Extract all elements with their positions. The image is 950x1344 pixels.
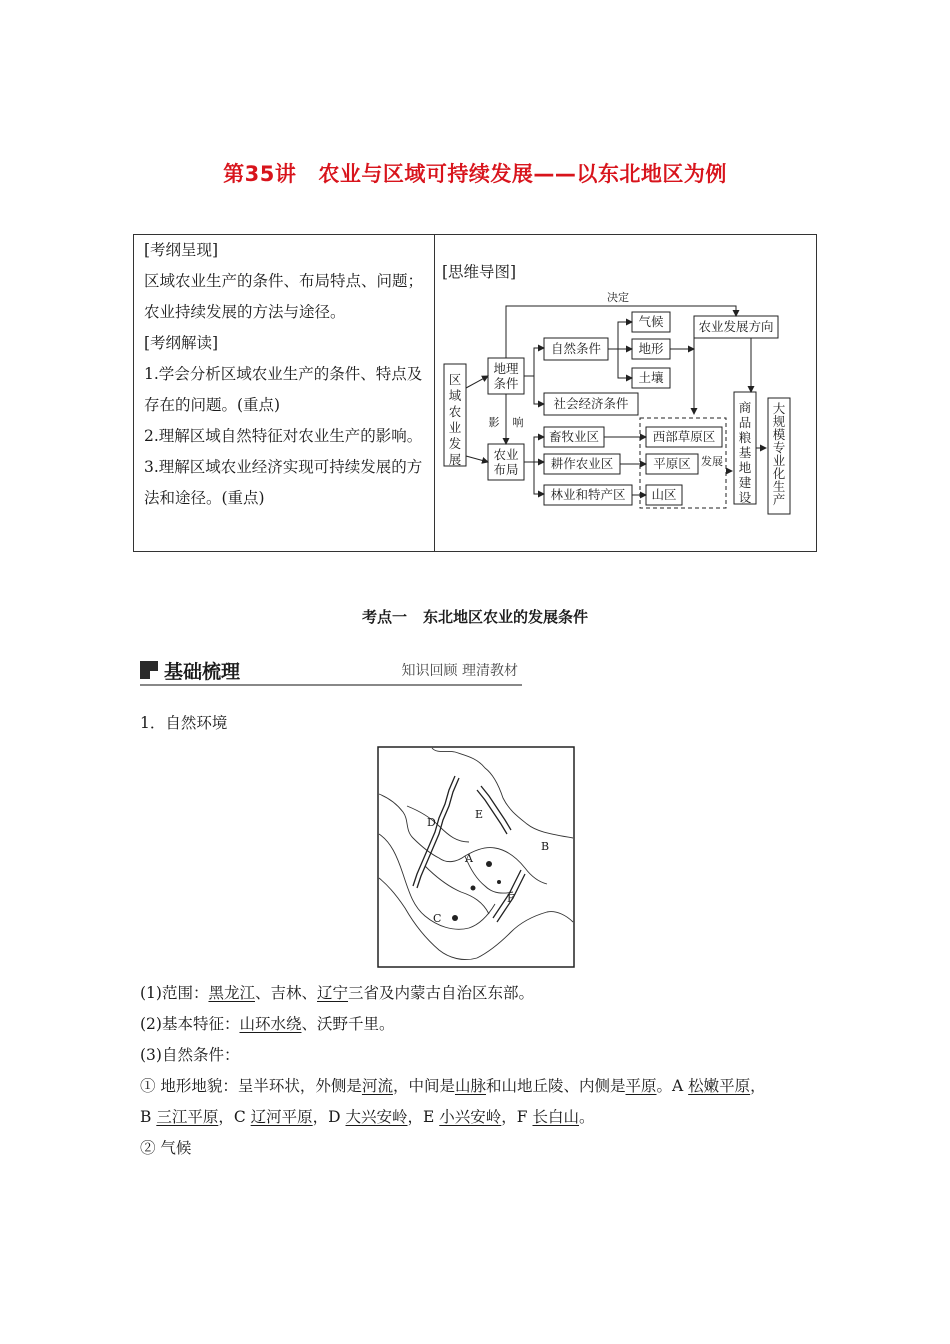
svg-text:粮: 粮 — [738, 430, 752, 445]
svg-text:规: 规 — [772, 414, 786, 429]
svg-text:发: 发 — [448, 436, 462, 451]
svg-text:业: 业 — [772, 453, 786, 468]
svg-text:建: 建 — [738, 475, 752, 490]
natural-conditions-line: (3)自然条件： — [140, 1046, 240, 1064]
svg-text:设: 设 — [738, 490, 752, 505]
map-label-d: D — [427, 816, 436, 829]
svg-text:模: 模 — [772, 427, 786, 442]
terrain-line: ① 地形地貌：呈半环状，外侧是河流，中间是山脉和山地丘陵、内侧是平原。A 松嫩平原， — [140, 1077, 766, 1095]
map-label-e: E — [475, 808, 484, 821]
section-text: 东北地区农业的发展条件 — [423, 608, 589, 626]
livestock-text: 畜牧业区 — [548, 429, 600, 444]
banner-rule — [140, 684, 522, 686]
banner-name: 基础梳理 — [164, 661, 241, 683]
svg-text:商: 商 — [738, 400, 752, 415]
influence-text-1: 影 — [488, 416, 500, 429]
svg-text:农: 农 — [448, 404, 462, 419]
page-title — [0, 158, 950, 188]
terrain-line-2: B 三江平原，C 辽河平原，D 大兴安岭，E 小兴安岭，F 长白山。 — [140, 1108, 595, 1126]
decide-text: 决定 — [607, 291, 629, 304]
table-divider — [434, 235, 435, 551]
svg-text:基: 基 — [738, 445, 752, 460]
heading-natural-environment: 1．自然环境 — [140, 714, 228, 732]
map-label-c: C — [433, 912, 442, 925]
svg-text:域: 域 — [448, 388, 462, 403]
mountain-text: 山区 — [651, 487, 677, 502]
natural-text: 自然条件 — [550, 341, 602, 356]
mindmap-header: [思维导图] — [442, 263, 517, 281]
influence-text-2: 响 — [512, 416, 524, 429]
region-char-1: 区 — [448, 372, 462, 387]
svg-text:化: 化 — [772, 466, 786, 481]
interpretation-item-2: 2.理解区域自然特征对农业生产的影响。 — [144, 427, 423, 445]
svg-text:品: 品 — [738, 415, 752, 430]
plain-text: 平原区 — [653, 456, 691, 471]
layout-text-1: 农业 — [493, 447, 519, 462]
social-text: 社会经济条件 — [553, 396, 629, 411]
map-label-a: A — [465, 852, 473, 865]
interpretation-item-3: 3.理解区域农业经济实现可持续发展的方法和途径。(重点) — [144, 458, 423, 507]
section-title — [0, 606, 950, 627]
geo-text-2: 条件 — [493, 376, 519, 391]
basics-banner — [140, 657, 522, 687]
develop-text: 发展 — [701, 455, 723, 468]
svg-text:展: 展 — [448, 452, 462, 467]
svg-text:专: 专 — [772, 440, 786, 455]
syllabus-text: 区域农业生产的条件、布局特点、问题；农业持续发展的方法与途径。 — [144, 272, 424, 321]
west-text: 西部草原区 — [652, 429, 716, 444]
syllabus-header: [考纲呈现] — [144, 241, 219, 259]
farming-text: 耕作农业区 — [550, 456, 614, 471]
interpretation-header: [考纲解读] — [144, 334, 219, 352]
interpretation-item-1: 1.学会分析区域农业生产的条件、特点及存在的问题。(重点) — [144, 365, 423, 414]
climate-text: 气候 — [638, 314, 664, 329]
geo-text-1: 地理 — [493, 361, 519, 376]
svg-text:生: 生 — [772, 479, 786, 494]
mindmap-diagram — [436, 286, 808, 516]
section-prefix: 考点一 — [361, 608, 407, 626]
svg-text:大: 大 — [772, 401, 786, 416]
scope-line: (1)范围：黑龙江、吉林、辽宁三省及内蒙古自治区东部。 — [140, 984, 535, 1002]
banner-square-icon — [140, 661, 158, 679]
svg-text:业: 业 — [448, 420, 462, 435]
svg-text:地: 地 — [738, 460, 752, 475]
svg-text:产: 产 — [772, 492, 786, 507]
layout-text-2: 布局 — [493, 462, 519, 477]
map-label-f: F — [507, 892, 515, 905]
forestry-text: 林业和特产区 — [550, 487, 626, 502]
direction-text: 农业发展方向 — [698, 319, 774, 334]
lecture-title: 农业与区域可持续发展——以东北地区为例 — [318, 162, 727, 186]
map-label-b: B — [541, 840, 550, 853]
terrain-text: 地形 — [638, 341, 664, 356]
lecture-number: 第35讲 — [223, 162, 297, 186]
banner-tag: 知识回顾 理清教材 — [401, 663, 518, 679]
climate-line: ② 气候 — [140, 1139, 192, 1157]
soil-text: 土壤 — [638, 370, 664, 385]
syllabus-column — [144, 235, 426, 514]
northeast-map — [377, 746, 575, 968]
features-line: (2)基本特征：山环水绕、沃野千里。 — [140, 1015, 395, 1033]
